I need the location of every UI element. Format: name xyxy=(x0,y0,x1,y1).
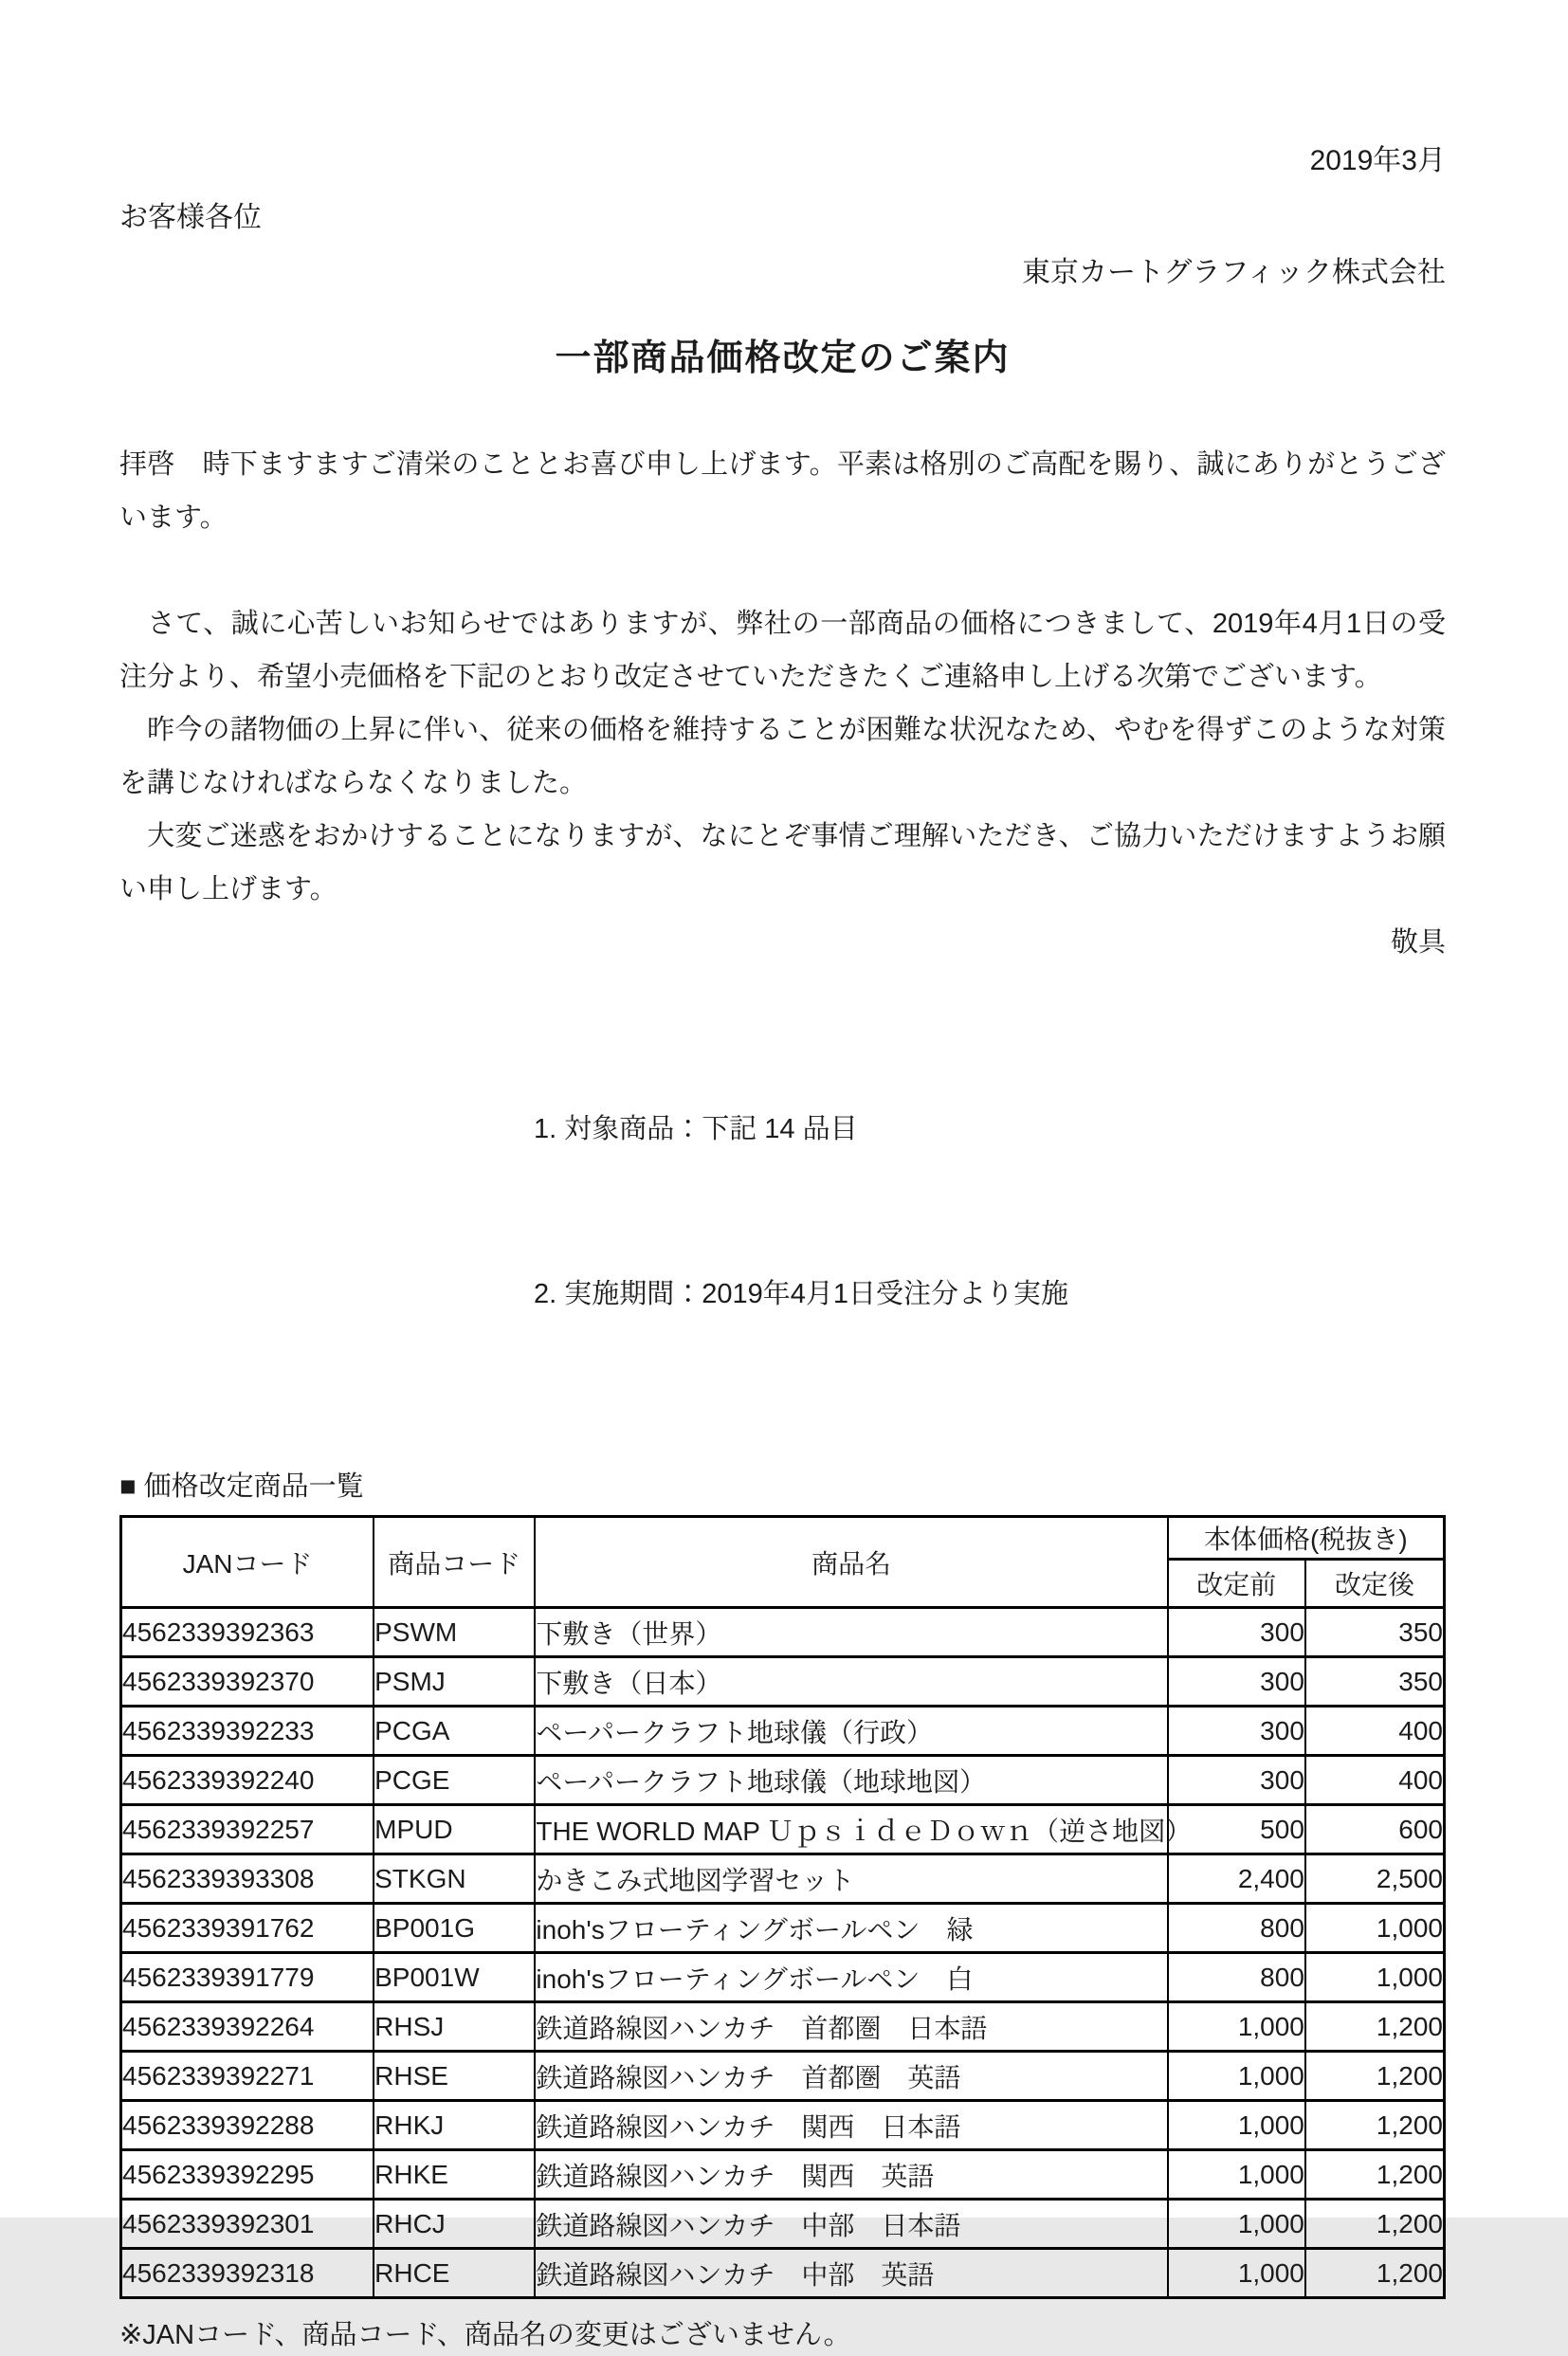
price-after-cell: 1,000 xyxy=(1305,1953,1445,2002)
price-after-cell: 400 xyxy=(1305,1707,1445,1756)
price-after-cell: 350 xyxy=(1305,1608,1445,1657)
jan-code-cell: 4562339392363 xyxy=(121,1608,374,1657)
product-name-cell: 鉄道路線図ハンカチ 中部 英語 xyxy=(535,2249,1167,2298)
price-table xyxy=(119,1515,1446,2299)
table-row xyxy=(121,2101,1445,2150)
price-after-cell: 1,200 xyxy=(1305,2052,1445,2101)
document-title: 一部商品価格改定のご案内 xyxy=(555,338,1011,378)
product-code-cell: BP001W xyxy=(374,1953,535,2002)
jan-code-cell: 4562339392295 xyxy=(121,2150,374,2200)
price-before-cell: 2,400 xyxy=(1168,1854,1305,1904)
product-name-header: 商品名 xyxy=(535,1517,1167,1608)
product-name-cell: ペーパークラフト地球儀（地球地図） xyxy=(535,1756,1167,1805)
notice-item-products: 1. 対象商品：下記 14 品目 xyxy=(534,1114,858,1144)
price-before-cell: 1,000 xyxy=(1168,2101,1305,2150)
price-after-cell: 1,000 xyxy=(1305,1904,1445,1953)
price-after-cell: 1,200 xyxy=(1305,2200,1445,2249)
jan-code-cell: 4562339391779 xyxy=(121,1953,374,2002)
product-code-cell: RHCE xyxy=(374,2249,535,2298)
jan-code-cell: 4562339392233 xyxy=(121,1707,374,1756)
price-before-cell: 1,000 xyxy=(1168,2052,1305,2101)
table-row xyxy=(121,1953,1445,2002)
price-before-cell: 800 xyxy=(1168,1904,1305,1953)
product-code-cell: RHSJ xyxy=(374,2002,535,2052)
price-before-cell: 1,000 xyxy=(1168,2002,1305,2052)
product-name-cell: 鉄道路線図ハンカチ 関西 日本語 xyxy=(535,2101,1167,2150)
footnote: ※JANコード、商品コード、商品名の変更はございません。 xyxy=(119,2320,851,2350)
table-row xyxy=(121,1756,1445,1805)
product-code-cell: RHKE xyxy=(374,2150,535,2200)
notice-list xyxy=(534,992,1446,1432)
price-before-cell: 1,000 xyxy=(1168,2200,1305,2249)
price-before-cell: 300 xyxy=(1168,1608,1305,1657)
body-paragraph-3: 大変ご迷惑をおかけすることになりますが、なにとぞ事情ご理解いただき、ご協力いただけますようお願い申し上げます。 xyxy=(119,821,1446,904)
table-row xyxy=(121,2249,1445,2298)
price-after-cell: 350 xyxy=(1305,1657,1445,1707)
jan-code-cell: 4562339392264 xyxy=(121,2002,374,2052)
price-after-cell: 1,200 xyxy=(1305,2101,1445,2150)
product-name-cell: 鉄道路線図ハンカチ 関西 英語 xyxy=(535,2150,1167,2200)
jan-code-header: JANコード xyxy=(121,1517,374,1608)
product-code-header: 商品コード xyxy=(374,1517,535,1608)
table-row xyxy=(121,2200,1445,2249)
product-code-cell: PCGA xyxy=(374,1707,535,1756)
product-code-cell: STKGN xyxy=(374,1854,535,1904)
product-name-cell: THE WORLD MAP ＵｐｓｉｄｅＤｏｗｎ（逆さ地図） xyxy=(535,1805,1167,1854)
product-code-cell: MPUD xyxy=(374,1805,535,1854)
price-before-cell: 300 xyxy=(1168,1657,1305,1707)
table-row xyxy=(121,1805,1445,1854)
product-name-cell: inoh'sフローティングボールペン 白 xyxy=(535,1953,1167,2002)
price-after-cell: 1,200 xyxy=(1305,2150,1445,2200)
recipient-line: お客様各位 xyxy=(119,202,262,233)
product-code-cell: RHSE xyxy=(374,2052,535,2101)
price-before-cell: 1,000 xyxy=(1168,2150,1305,2200)
product-code-cell: PSWM xyxy=(374,1608,535,1657)
product-name-cell: inoh'sフローティングボールペン 緑 xyxy=(535,1904,1167,1953)
letter-body xyxy=(119,438,1446,916)
price-before-header: 改定前 xyxy=(1168,1560,1305,1608)
product-code-cell: PCGE xyxy=(374,1756,535,1805)
product-name-cell: 鉄道路線図ハンカチ 中部 日本語 xyxy=(535,2200,1167,2249)
jan-code-cell: 4562339392301 xyxy=(121,2200,374,2249)
product-name-cell: 鉄道路線図ハンカチ 首都圏 英語 xyxy=(535,2052,1167,2101)
jan-code-cell: 4562339392257 xyxy=(121,1805,374,1854)
price-after-cell: 400 xyxy=(1305,1756,1445,1805)
greeting-paragraph: 拝啓 時下ますますご清栄のこととお喜び申し上げます。平素は格別のご高配を賜り、誠にありがとうございます。 xyxy=(119,449,1446,533)
price-group-header: 本体価格(税抜き) xyxy=(1168,1517,1445,1560)
jan-code-cell: 4562339392271 xyxy=(121,2052,374,2101)
product-name-cell: かきこみ式地図学習セット xyxy=(535,1854,1167,1904)
price-before-cell: 300 xyxy=(1168,1756,1305,1805)
table-row xyxy=(121,2150,1445,2200)
price-after-cell: 1,200 xyxy=(1305,2249,1445,2298)
table-row xyxy=(121,2052,1445,2101)
product-name-cell: 下敷き（世界） xyxy=(535,1608,1167,1657)
price-before-cell: 300 xyxy=(1168,1707,1305,1756)
table-row xyxy=(121,1657,1445,1707)
table-row xyxy=(121,1608,1445,1657)
table-caption: ■ 価格改定商品一覧 xyxy=(119,1471,364,1502)
table-row xyxy=(121,2002,1445,2052)
price-after-cell: 1,200 xyxy=(1305,2002,1445,2052)
product-name-cell: 鉄道路線図ハンカチ 首都圏 日本語 xyxy=(535,2002,1167,2052)
price-after-header: 改定後 xyxy=(1305,1560,1445,1608)
date-line: 2019年3月 xyxy=(1309,145,1446,176)
body-paragraph-1: さて、誠に心苦しいお知らせではありますが、弊社の一部商品の価格につきまして、2019年4月1日の受注分より、希望小売価格を下記のとおり改定させていただきたくご連絡申し上げる次第でございます。 xyxy=(119,609,1446,692)
table-row xyxy=(121,1707,1445,1756)
price-after-cell: 2,500 xyxy=(1305,1854,1445,1904)
closing-word: 敬具 xyxy=(1390,927,1446,958)
table-row xyxy=(121,1854,1445,1904)
product-code-cell: RHKJ xyxy=(374,2101,535,2150)
price-before-cell: 500 xyxy=(1168,1805,1305,1854)
jan-code-cell: 4562339392318 xyxy=(121,2249,374,2298)
jan-code-cell: 4562339392370 xyxy=(121,1657,374,1707)
price-table-body xyxy=(121,1608,1445,2298)
product-name-cell: 下敷き（日本） xyxy=(535,1657,1167,1707)
product-name-cell: ペーパークラフト地球儀（行政） xyxy=(535,1707,1167,1756)
product-code-cell: BP001G xyxy=(374,1904,535,1953)
jan-code-cell: 4562339392288 xyxy=(121,2101,374,2150)
table-row xyxy=(121,1904,1445,1953)
price-before-cell: 1,000 xyxy=(1168,2249,1305,2298)
jan-code-cell: 4562339392240 xyxy=(121,1756,374,1805)
body-paragraph-2: 昨今の諸物価の上昇に伴い、従来の価格を維持することが困難な状況なため、やむを得ずこのような対策を講じなければならなくなりました。 xyxy=(119,715,1446,798)
product-code-cell: RHCJ xyxy=(374,2200,535,2249)
jan-code-cell: 4562339393308 xyxy=(121,1854,374,1904)
product-code-cell: PSMJ xyxy=(374,1657,535,1707)
notice-item-period: 2. 実施期間：2019年4月1日受注分より実施 xyxy=(534,1279,1069,1309)
company-line: 東京カートグラフィック株式会社 xyxy=(1022,257,1446,288)
price-after-cell: 600 xyxy=(1305,1805,1445,1854)
price-before-cell: 800 xyxy=(1168,1953,1305,2002)
price-table-header xyxy=(121,1517,1445,1608)
jan-code-cell: 4562339391762 xyxy=(121,1904,374,1953)
